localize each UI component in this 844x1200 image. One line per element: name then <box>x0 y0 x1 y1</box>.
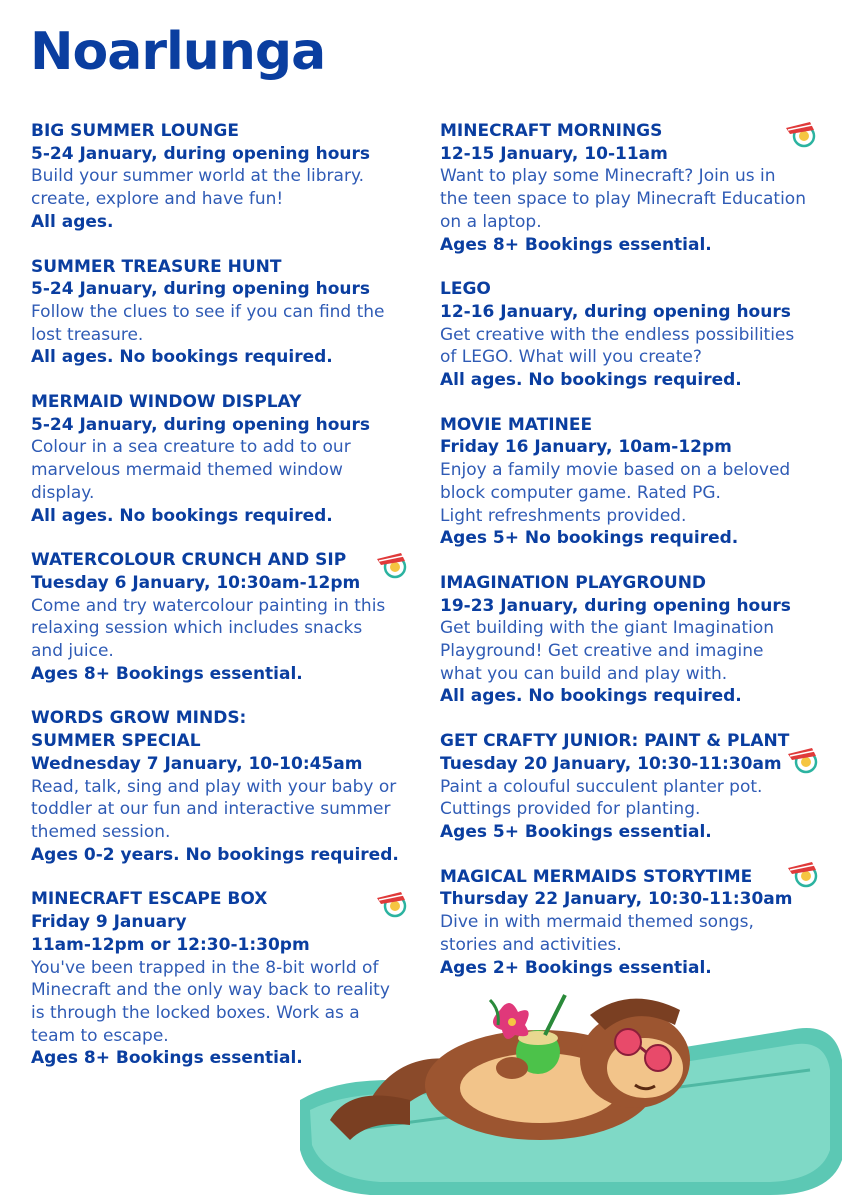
event-title: WATERCOLOUR CRUNCH AND SIP <box>31 550 347 571</box>
event-description: Read, talk, sing and play with your baby or toddler at our fun and interactive summer themed session. <box>31 776 397 842</box>
event-description: Follow the clues to see if you can find the lost treasure. <box>31 301 385 345</box>
event-watercolour-crunch-and-sip <box>31 549 431 685</box>
event-info: Ages 8+ Bookings essential. <box>31 663 303 684</box>
age-badge-icon <box>786 746 820 774</box>
age-badge-icon <box>786 860 820 888</box>
event-date: Friday 16 January, 10am-12pm <box>440 437 732 458</box>
event-date: 12-16 January, during opening hours <box>440 301 791 322</box>
event-lego <box>440 278 840 392</box>
event-description: Dive in with mermaid themed songs, stories and activities. <box>440 912 754 955</box>
event-title: GET CRAFTY JUNIOR: PAINT & PLANT <box>440 731 790 752</box>
event-title: IMAGINATION PLAYGROUND <box>440 572 707 593</box>
event-minecraft-mornings <box>440 120 840 256</box>
event-movie-matinee <box>440 414 840 550</box>
event-date: 19-23 January, during opening hours <box>440 595 791 616</box>
event-info: All ages. No bookings required. <box>440 370 742 391</box>
event-title: MINECRAFT MORNINGS <box>440 121 663 141</box>
age-badge-icon <box>375 551 409 579</box>
event-date: 5-24 January, during opening hours <box>31 414 371 435</box>
event-info: Ages 5+ No bookings required. <box>440 528 739 549</box>
event-date: Thursday 22 January, 10:30-11:30am <box>440 889 793 910</box>
event-info: All ages. No bookings required. <box>440 686 742 707</box>
event-date: 5-24 January, during opening hours <box>31 279 371 300</box>
event-description: Want to play some Minecraft? Join us in the teen space to play Minecraft Education on a laptop. <box>440 166 806 232</box>
event-title: SUMMER TREASURE HUNT <box>31 256 282 277</box>
event-title: MINECRAFT ESCAPE BOX <box>31 889 268 910</box>
event-mermaid-window-display <box>31 391 431 527</box>
event-description: Get creative with the endless possibilities of LEGO. What will you create? <box>440 324 795 368</box>
event-info: Ages 2+ Bookings essential. <box>440 957 712 978</box>
event-title: MAGICAL MERMAIDS STORYTIME <box>440 866 753 887</box>
event-big-summer-lounge <box>31 120 431 234</box>
left-column <box>31 120 431 1092</box>
event-info: Ages 8+ Bookings essential. <box>440 234 712 255</box>
event-title: MOVIE MATINEE <box>440 414 593 435</box>
event-get-crafty-junior <box>440 730 840 844</box>
event-description: Get building with the giant Imagination Playground! Get creative and imagine what you can build and play with. <box>440 618 775 684</box>
event-description: You've been trapped in the 8-bit world of Minecraft and the only way back to reality is through the locked boxes. Work as a team to escape. <box>31 957 390 1046</box>
event-title: WORDS GROW MINDS: <box>31 708 247 729</box>
event-imagination-playground <box>440 572 840 708</box>
event-title: MERMAID WINDOW DISPLAY <box>31 392 302 413</box>
event-info: All ages. No bookings required. <box>31 505 333 526</box>
event-info: Ages 5+ Bookings essential. <box>440 821 712 842</box>
event-date: 5-24 January, during opening hours <box>31 143 371 164</box>
event-description: Enjoy a family movie based on a beloved block computer game. Rated PG. Light refreshments provided. <box>440 460 791 526</box>
event-info: All ages. No bookings required. <box>31 347 333 368</box>
event-summer-treasure-hunt <box>31 256 431 370</box>
event-info: Ages 8+ Bookings essential. <box>31 1048 303 1069</box>
event-description: Colour in a sea creature to add to our marvelous mermaid themed window display. <box>31 437 351 503</box>
event-date: 12-15 January, 10-11am <box>440 143 668 164</box>
age-badge-icon <box>375 890 409 918</box>
event-date: Tuesday 20 January, 10:30-11:30am <box>440 753 782 774</box>
event-description: Paint a colouful succulent planter pot. Cuttings provided for planting. <box>440 776 763 820</box>
event-description: Build your summer world at the library. create, explore and have fun! <box>31 166 364 210</box>
event-date: Wednesday 7 January, 10-10:45am <box>31 753 363 774</box>
event-date: Tuesday 6 January, 10:30am-12pm <box>31 572 361 593</box>
event-words-grow-minds <box>31 707 431 866</box>
event-title: LEGO <box>440 279 491 300</box>
event-magical-mermaids-storytime <box>440 866 840 980</box>
event-time: 11am-12pm or 12:30-1:30pm <box>31 934 310 955</box>
sloth-illustration <box>290 990 844 1200</box>
event-title-line2: SUMMER SPECIAL <box>31 731 201 752</box>
age-badge-icon <box>784 120 818 148</box>
page-title: Noarlunga <box>30 22 326 82</box>
event-info: Ages 0-2 years. No bookings required. <box>31 844 399 865</box>
event-description: Come and try watercolour painting in this relaxing session which includes snacks and juice. <box>31 595 386 662</box>
event-date: Friday 9 January <box>31 912 187 933</box>
event-title: BIG SUMMER LOUNGE <box>31 121 239 141</box>
right-column <box>440 120 840 1001</box>
event-info: All ages. <box>31 211 114 232</box>
